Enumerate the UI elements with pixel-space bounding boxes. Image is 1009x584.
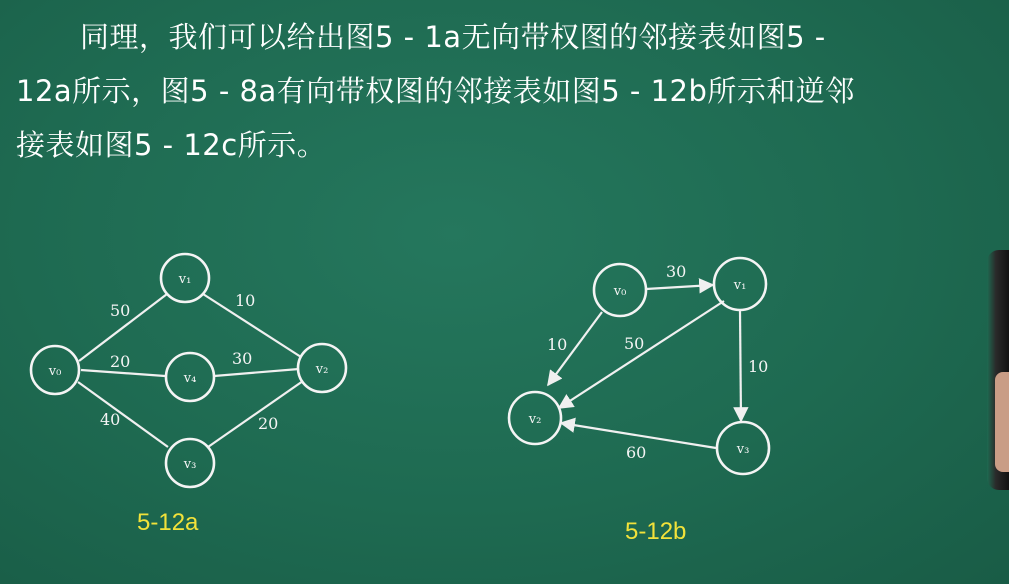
lecturer-hand: [995, 372, 1009, 472]
paragraph-line-2: 12a所示，图5 - 8a有向带权图的邻接表如图5 - 12b所示和逆邻: [16, 74, 855, 108]
weight-b-v1-v2: 50: [624, 334, 645, 353]
edge-b-v1-v3: [740, 311, 741, 421]
node-b-v0: [594, 264, 646, 316]
edge-b-v1-v2: [559, 301, 724, 408]
node-b-v3: [717, 422, 769, 474]
node-b-v0-label: v₀: [613, 284, 627, 299]
node-a-v2-label: v₂: [315, 362, 329, 377]
weight-b-v0-v2: 10: [547, 335, 568, 354]
node-a-v1-label: v₁: [178, 272, 192, 287]
paragraph-line-3: 接表如图5 - 12c所示。: [16, 128, 327, 162]
weight-a-v0-v3: 40: [100, 410, 121, 429]
node-a-v1: [161, 254, 209, 302]
node-b-v1-label: v₁: [733, 278, 747, 293]
weight-a-v1-v2: 10: [235, 291, 256, 310]
node-b-v1: [714, 258, 766, 310]
caption-graph-b: 5-12b: [625, 518, 687, 545]
edge-a-v0-v3: [78, 382, 168, 447]
node-a-v3: [166, 439, 214, 487]
node-b-v2-label: v₂: [528, 412, 542, 427]
weight-a-v3-v2: 20: [258, 414, 279, 433]
node-a-v4-label: v₄: [183, 371, 197, 386]
node-a-v4: [166, 353, 214, 401]
edge-a-v4-v2: [214, 369, 299, 376]
weight-b-v0-v1: 30: [666, 262, 687, 281]
node-b-v3-label: v₃: [736, 442, 750, 457]
weight-a-v4-v2: 30: [232, 349, 253, 368]
paragraph-line-1: 同理，我们可以给出图5 - 1a无向带权图的邻接表如图5 -: [80, 20, 826, 54]
weight-b-v1-v3: 10: [748, 357, 769, 376]
graph-a: [31, 254, 346, 487]
edge-a-v3-v2: [208, 381, 303, 447]
weight-a-v0-v4: 20: [110, 352, 131, 371]
node-a-v3-label: v₃: [183, 457, 197, 472]
caption-graph-a: 5-12a: [137, 509, 199, 536]
node-a-v0-label: v₀: [48, 364, 62, 379]
graph-b: [509, 258, 769, 474]
edge-b-v0-v1: [646, 285, 713, 289]
node-a-v0: [31, 346, 79, 394]
node-b-v2: [509, 392, 561, 444]
node-a-v2: [298, 344, 346, 392]
weight-b-v3-v2: 60: [626, 443, 647, 462]
weight-a-v0-v1: 50: [110, 301, 131, 320]
